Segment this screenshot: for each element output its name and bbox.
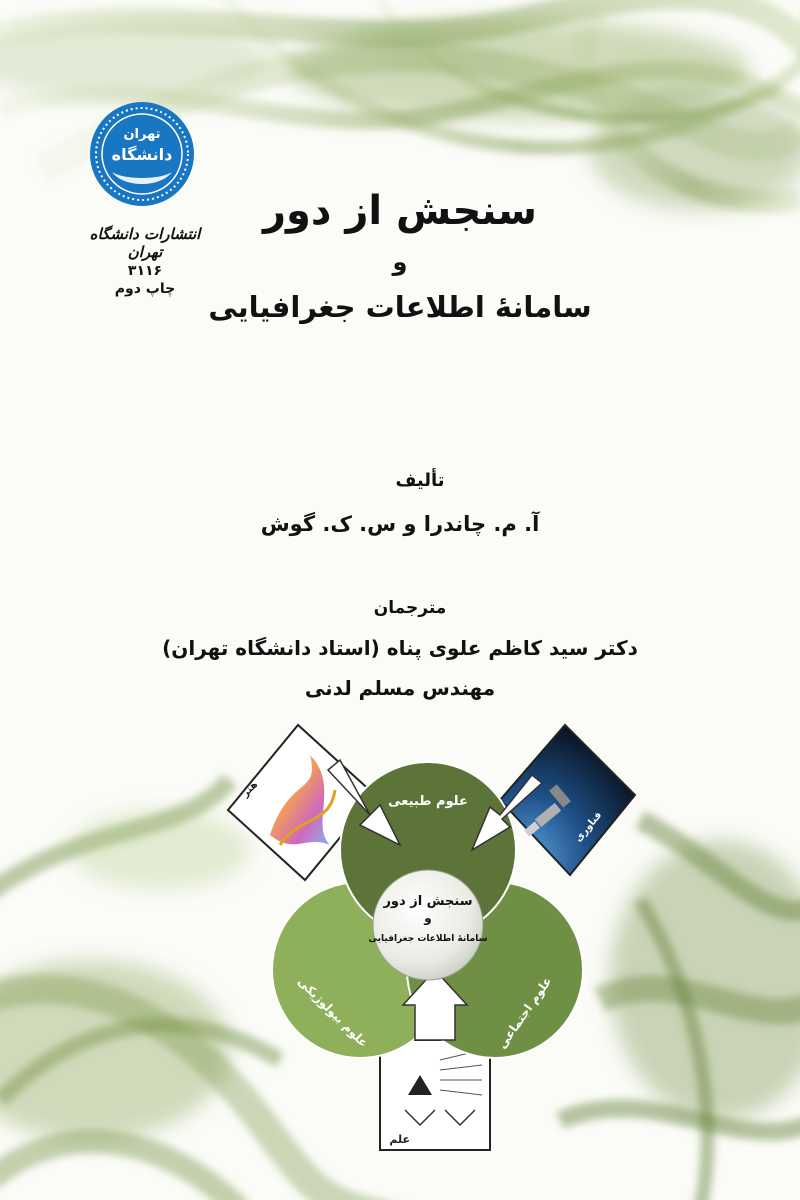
center-line1: سنجش از دور (383, 894, 473, 909)
science-panel (380, 1040, 490, 1150)
center-line3: سامانهٔ اطلاعات جغرافیایی (368, 934, 488, 944)
translator-label: مترجمان (373, 598, 447, 618)
logo-text: دانشگاه (111, 145, 173, 164)
translator-2: مهندس مسلم لدنی (304, 676, 496, 700)
science-label: علم (389, 1133, 410, 1146)
disciplines-diagram (210, 715, 640, 1155)
left-circle-label: علوم بیولوژیکی (294, 974, 371, 1051)
center-line2: و (424, 911, 432, 925)
top-circle-label: علوم طبیعی (388, 794, 468, 809)
tech-label: فناوری (573, 809, 605, 845)
book-title: سنجش از دور (262, 188, 538, 234)
author-names: آ. م. چاندرا و س. ک. گوش (260, 512, 540, 536)
center-circle (373, 870, 483, 980)
book-subtitle: سامانهٔ اطلاعات جغرافیایی (208, 290, 592, 324)
title-conjunction: و (392, 248, 408, 276)
right-circle-label: علوم اجتماعی (494, 974, 555, 1052)
translator-1: دکتر سید کاظم علوی پناه (استاد دانشگاه تهران) (162, 636, 638, 660)
art-label: هنر (240, 779, 261, 800)
author-label: تألیف (395, 470, 445, 491)
logo-small-text: تهران (123, 127, 161, 142)
edition: چاپ دوم (114, 281, 176, 297)
publisher-name: انتشارات دانشگاه تهران (89, 225, 201, 261)
publication-number: ۳۱۱۶ (127, 263, 163, 279)
